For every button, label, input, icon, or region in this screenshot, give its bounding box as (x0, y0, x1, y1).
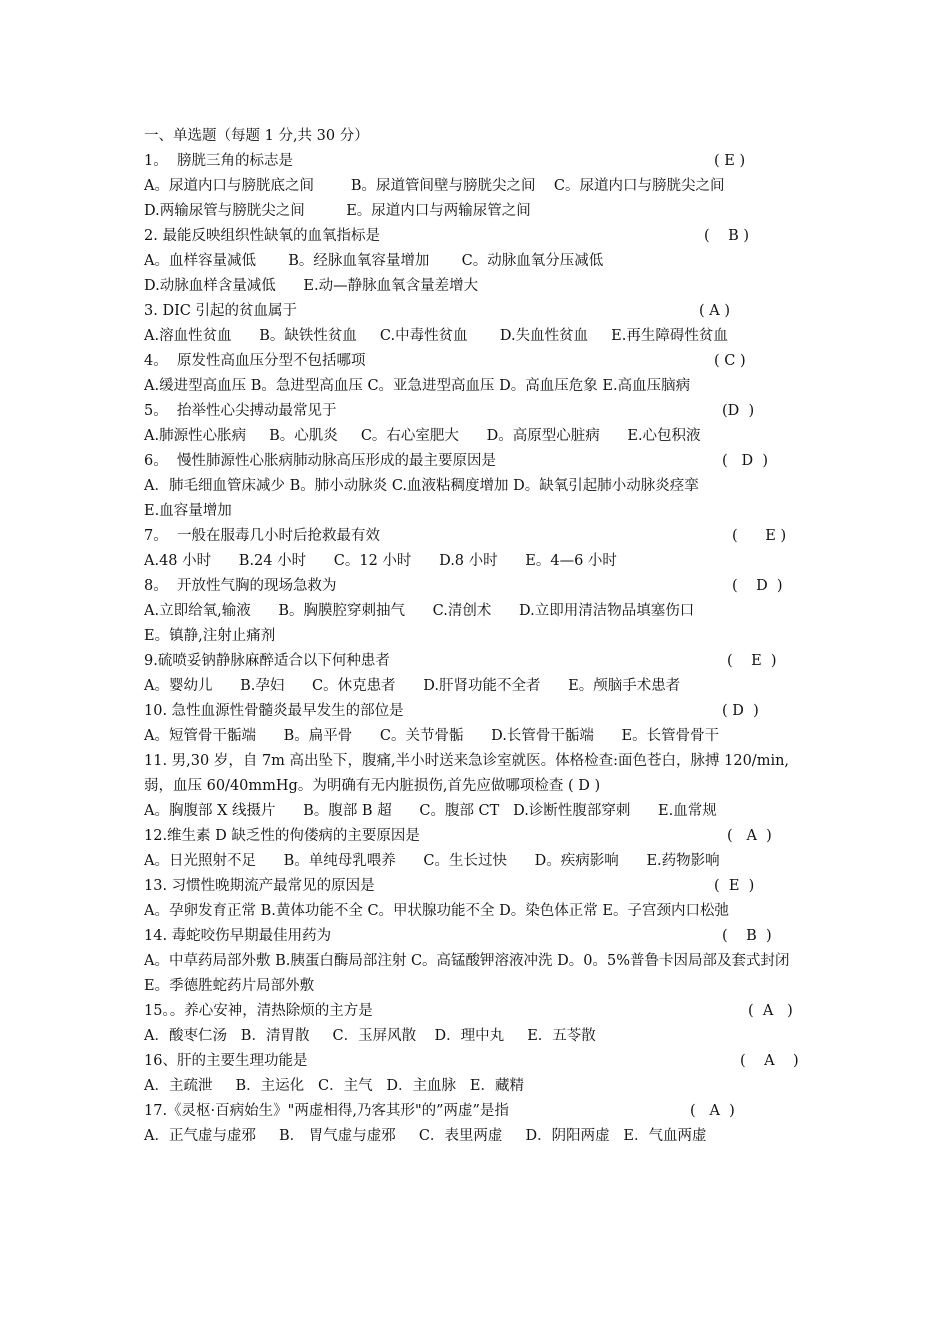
option-line: A.立即给氧,输液 B。胸膜腔穿刺抽气 C.清创术 D.立即用清洁物品填塞伤口 (144, 603, 695, 619)
answer-key: (D ) (722, 403, 755, 419)
answer-key: ( A ) (699, 303, 731, 319)
question-stem: 6。 慢性肺源性心胀病肺动脉高压形成的最主要原因是 ( D ) (144, 449, 816, 474)
question-stem: 14. 毒蛇咬伤早期最佳用药为 ( B ) (144, 924, 816, 949)
answer-key: ( E ) (732, 528, 787, 544)
option-line: A。胸腹部 X 线摄片 B。腹部 B 超 C。腹部 CT D.诊断性腹部穿刺 E.血常规 (144, 803, 717, 819)
question-stem: 9.硫喷妥钠静脉麻醉适合以下何种患者 ( E ) (144, 649, 816, 674)
option-line: A.缓进型高血压 B。急进型高血压 C。亚急进型高血压 D。高血压危象 E.高血压脑病 (144, 378, 691, 394)
question-stem: 12.维生素 D 缺乏性的佝偻病的主要原因是 ( A ) (144, 824, 816, 849)
answer-key: ( E ) (714, 153, 746, 169)
question-stem: 17.《灵枢·百病始生》"两虚相得,乃客其形"的”两虚”是指 ( A ) (144, 1099, 816, 1124)
answer-key: ( D ) (722, 453, 768, 469)
option-line: A。血样容量减低 B。经脉血氧容量增加 C。动脉血氧分压减低 (144, 253, 604, 269)
option-line: E。镇静,注射止痛剂 (144, 628, 276, 644)
question-stem: 1。 膀胱三角的标志是 ( E ) (144, 149, 816, 174)
option-line: A.溶血性贫血 B。缺铁性贫血 C.中毒性贫血 D.失血性贫血 E.再生障碍性贫血 (144, 328, 728, 344)
question-stem: 5。 抬举性心尖搏动最常见于 (D ) (144, 399, 816, 424)
question-stem: 16、肝的主要生理功能是 ( A ) (144, 1049, 816, 1074)
answer-key: ( E ) (714, 878, 755, 894)
question-stem: 2. 最能反映组织性缺氧的血氧指标是 ( B ) (144, 224, 816, 249)
option-line: A.48 小时 B.24 小时 C。12 小时 D.8 小时 E。4—6 小时 (144, 553, 617, 569)
question-stem: 7。 一般在服毒几小时后抢救最有效 ( E ) (144, 524, 816, 549)
option-line: E.血容量增加 (144, 503, 232, 519)
question-stem: 8。 开放性气胸的现场急救为 ( D ) (144, 574, 816, 599)
option-line: A．肺毛细血管床减少 B。肺小动脉炎 C.血液粘稠度增加 D。缺氧引起肺小动脉炎痉挛 (144, 478, 699, 494)
question-stem: 10. 急性血源性骨髓炎最早发生的部位是 ( D ) (144, 699, 816, 724)
answer-key: ( A ) (748, 1003, 793, 1019)
section-title: 一、单选题（每题 1 分,共 30 分） (144, 128, 369, 144)
answer-key: ( C ) (714, 353, 746, 369)
option-line: A。婴幼儿 B.孕妇 C。休克患者 D.肝肾功能不全者 E。颅脑手术患者 (144, 678, 681, 694)
option-line: A。日光照射不足 B。单纯母乳喂养 C。生长过快 D。疾病影响 E.药物影响 (144, 853, 720, 869)
question-stem: 11. 男,30 岁，自 7m 高出坠下，腹痛,半小时送来急诊室就医。体格检查:面色苍白，脉搏 120/min,弱，血压 60/40mmHg。为明确有无内脏损伤,首先应做哪项检查 ( D ) (144, 753, 790, 794)
answer-key: ( B ) (722, 928, 772, 944)
question-stem: 4。 原发性高血压分型不包括哪项 ( C ) (144, 349, 816, 374)
question-list (144, 124, 816, 1149)
option-line: A.肺源性心胀病 B。心肌炎 C。右心室肥大 D。高原型心脏病 E.心包积液 (144, 428, 701, 444)
option-line: A．酸枣仁汤 B．清胃散 C．玉屏风散 D．理中丸 E．五苓散 (144, 1028, 596, 1044)
question-stem: 3. DIC 引起的贫血属于 ( A ) (144, 299, 816, 324)
option-line: A。中草药局部外敷 B.胰蛋白酶局部注射 C。高锰酸钾溶液冲洗 D。0。5%普鲁卡因局部及套式封闭 E。季德胜蛇药片局部外敷 (144, 953, 790, 994)
answer-key: ( D ) (722, 703, 759, 719)
option-line: A。短管骨干骺端 B。扁平骨 C。关节骨骺 D.长管骨干骺端 E。长管骨骨干 (144, 728, 720, 744)
question-stem: 15。。养心安神，清热除烦的主方是 ( A ) (144, 999, 816, 1024)
answer-key: ( D ) (732, 578, 783, 594)
answer-key: ( A ) (690, 1103, 735, 1119)
option-line: A。尿道内口与膀胱底之间 B。尿道管间壁与膀胱尖之间 C。尿道内口与膀胱尖之间 (144, 178, 725, 194)
option-line: A。孕卵发育正常 B.黄体功能不全 C。甲状腺功能不全 D。染色体正常 E。子宫颈内口松弛 (144, 903, 729, 919)
option-line: A．正气虚与虚邪 B． 胃气虚与虚邪 C．表里两虚 D．阴阳两虚 E．气血两虚 (144, 1128, 707, 1144)
answer-key: ( E ) (727, 653, 777, 669)
question-stem: 13. 习惯性晚期流产最常见的原因是 ( E ) (144, 874, 816, 899)
option-line: D.动脉血样含量减低 E.动—静脉血氧含量差增大 (144, 278, 479, 294)
answer-key: ( A ) (727, 828, 772, 844)
option-line: D.两输尿管与膀胱尖之间 E。尿道内口与两输尿管之间 (144, 203, 531, 219)
answer-key: ( A ) (740, 1053, 799, 1069)
option-line: A．主疏泄 B．主运化 C．主气 D．主血脉 E．藏精 (144, 1078, 524, 1094)
answer-key: ( B ) (704, 228, 750, 244)
